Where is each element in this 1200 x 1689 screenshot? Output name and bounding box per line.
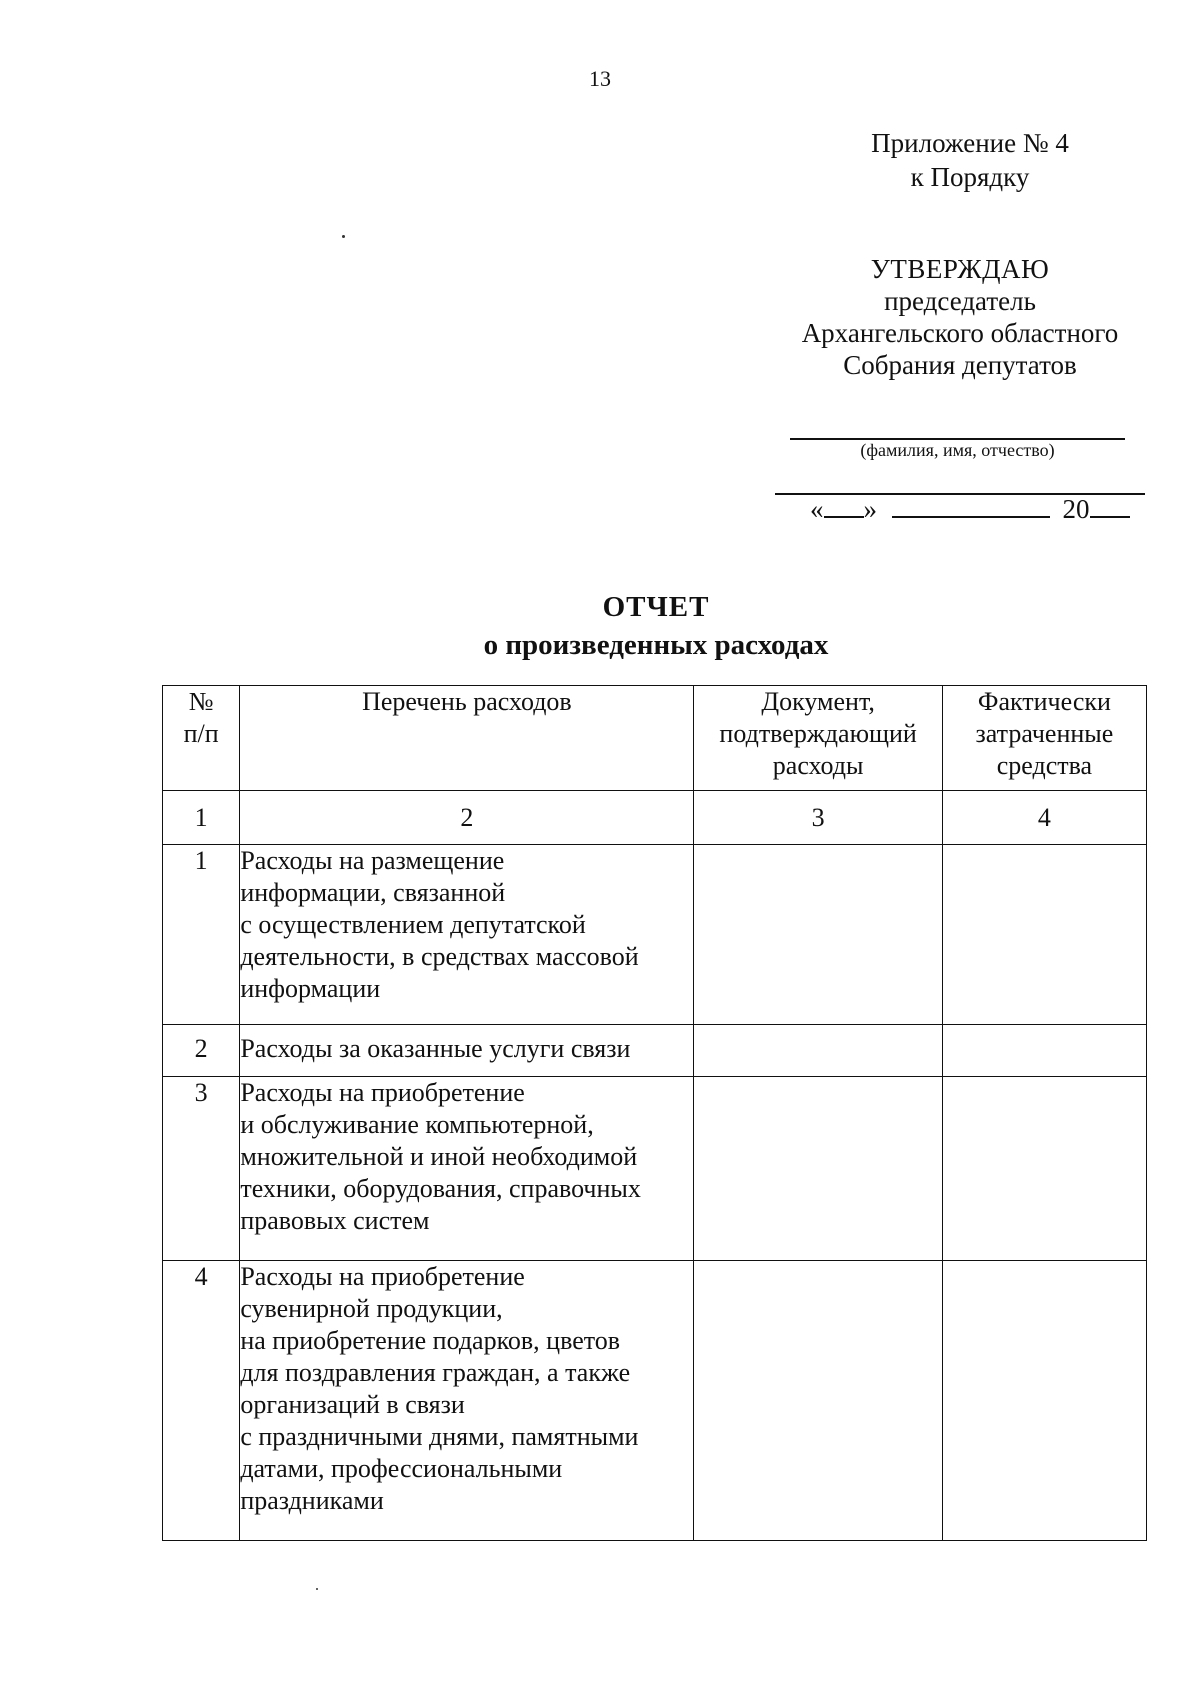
approval-line-3: Собрания депутатов bbox=[843, 350, 1077, 380]
document-cell[interactable] bbox=[694, 1261, 942, 1541]
expense-description-line: для поздравления граждан, а также bbox=[240, 1358, 631, 1387]
appendix-line-2: к Порядку bbox=[910, 162, 1030, 192]
report-title-subtitle: о произведенных расходах bbox=[483, 629, 829, 661]
expense-description-line: информации, связанной bbox=[240, 878, 506, 907]
header-number bbox=[163, 686, 240, 791]
expense-description bbox=[240, 1261, 694, 1541]
header-expense-list: Перечень расходов bbox=[240, 686, 694, 791]
expense-description bbox=[240, 845, 694, 1025]
column-number: 3 bbox=[694, 791, 942, 845]
document-cell[interactable] bbox=[694, 1077, 942, 1261]
expense-description-line: информации bbox=[240, 974, 381, 1003]
header-actual-line-2: затраченные bbox=[975, 719, 1114, 748]
appendix-line-1: Приложение № 4 bbox=[871, 128, 1069, 158]
expense-description-line: с праздничными днями, памятными bbox=[240, 1422, 639, 1451]
date-close-quote: » bbox=[863, 494, 877, 524]
row-number: 2 bbox=[163, 1025, 240, 1077]
month-blank bbox=[892, 494, 1050, 518]
signature-caption: (фамилия, имя, отчество) bbox=[860, 440, 1055, 460]
table-row bbox=[163, 1261, 1147, 1541]
scan-speck bbox=[342, 235, 345, 238]
appendix-label bbox=[820, 126, 1120, 194]
amount-cell[interactable] bbox=[942, 845, 1146, 1025]
header-document bbox=[694, 686, 942, 791]
expense-description-line: сувенирной продукции, bbox=[240, 1294, 503, 1323]
expense-description-line: деятельности, в средствах массовой bbox=[240, 942, 639, 971]
day-blank bbox=[824, 494, 864, 518]
column-number-row bbox=[163, 791, 1147, 845]
expense-description-line: Расходы за оказанные услуги связи bbox=[240, 1034, 631, 1063]
expense-description bbox=[240, 1025, 694, 1077]
expense-description-line: Расходы на приобретение bbox=[240, 1078, 525, 1107]
column-number: 1 bbox=[163, 791, 240, 845]
expense-description-line: и обслуживание компьютерной, bbox=[240, 1110, 594, 1139]
approval-line-2: Архангельского областного bbox=[801, 318, 1119, 348]
expense-description-line: множительной и иной необходимой bbox=[240, 1142, 638, 1171]
approval-block bbox=[760, 253, 1160, 381]
table-body bbox=[163, 845, 1147, 1541]
header-document-line-2: подтверждающий bbox=[719, 719, 917, 748]
amount-cell[interactable] bbox=[942, 1025, 1146, 1077]
expense-description-line: Расходы на размещение bbox=[240, 846, 505, 875]
year-blank bbox=[1090, 494, 1130, 518]
year-prefix: 20 bbox=[1062, 494, 1090, 524]
row-number: 1 bbox=[163, 845, 240, 1025]
table-row bbox=[163, 845, 1147, 1025]
expense-description-line: техники, оборудования, справочных bbox=[240, 1174, 641, 1203]
table-row bbox=[163, 1025, 1147, 1077]
report-title-main: ОТЧЕТ bbox=[602, 591, 710, 623]
table-header-row bbox=[163, 686, 1147, 791]
report-title bbox=[0, 588, 1200, 664]
approval-heading: УТВЕРЖДАЮ bbox=[870, 254, 1050, 284]
expense-description bbox=[240, 1077, 694, 1261]
approval-line-1: председатель bbox=[884, 286, 1036, 316]
row-number: 3 bbox=[163, 1077, 240, 1261]
header-actual-line-3: средства bbox=[996, 751, 1093, 780]
expense-description-line: с осуществлением депутатской bbox=[240, 910, 586, 939]
document-cell[interactable] bbox=[694, 1025, 942, 1077]
table-row bbox=[163, 1077, 1147, 1261]
expense-description-line: праздниками bbox=[240, 1486, 384, 1515]
expense-description-line: Расходы на приобретение bbox=[240, 1262, 525, 1291]
expense-description-line: на приобретение подарков, цветов bbox=[240, 1326, 621, 1355]
expense-description-line: организаций в связи bbox=[240, 1390, 465, 1419]
header-document-line-3: расходы bbox=[772, 751, 864, 780]
amount-cell[interactable] bbox=[942, 1077, 1146, 1261]
approval-date bbox=[810, 494, 1130, 525]
row-number: 4 bbox=[163, 1261, 240, 1541]
expense-description-line: датами, профессиональными bbox=[240, 1454, 563, 1483]
scan-speck bbox=[316, 1588, 318, 1590]
header-number-line-2: п/п bbox=[183, 719, 219, 748]
page-number: 13 bbox=[589, 66, 611, 91]
header-number-line-1: № bbox=[188, 687, 214, 716]
column-number: 4 bbox=[942, 791, 1146, 845]
header-document-line-1: Документ, bbox=[761, 687, 875, 716]
header-actual-spent bbox=[942, 686, 1146, 791]
header-actual-line-1: Фактически bbox=[977, 687, 1111, 716]
document-cell[interactable] bbox=[694, 845, 942, 1025]
expense-table bbox=[162, 685, 1147, 1541]
amount-cell[interactable] bbox=[942, 1261, 1146, 1541]
expense-description-line: правовых систем bbox=[240, 1206, 430, 1235]
date-open-quote: « bbox=[810, 494, 824, 524]
column-number: 2 bbox=[240, 791, 694, 845]
